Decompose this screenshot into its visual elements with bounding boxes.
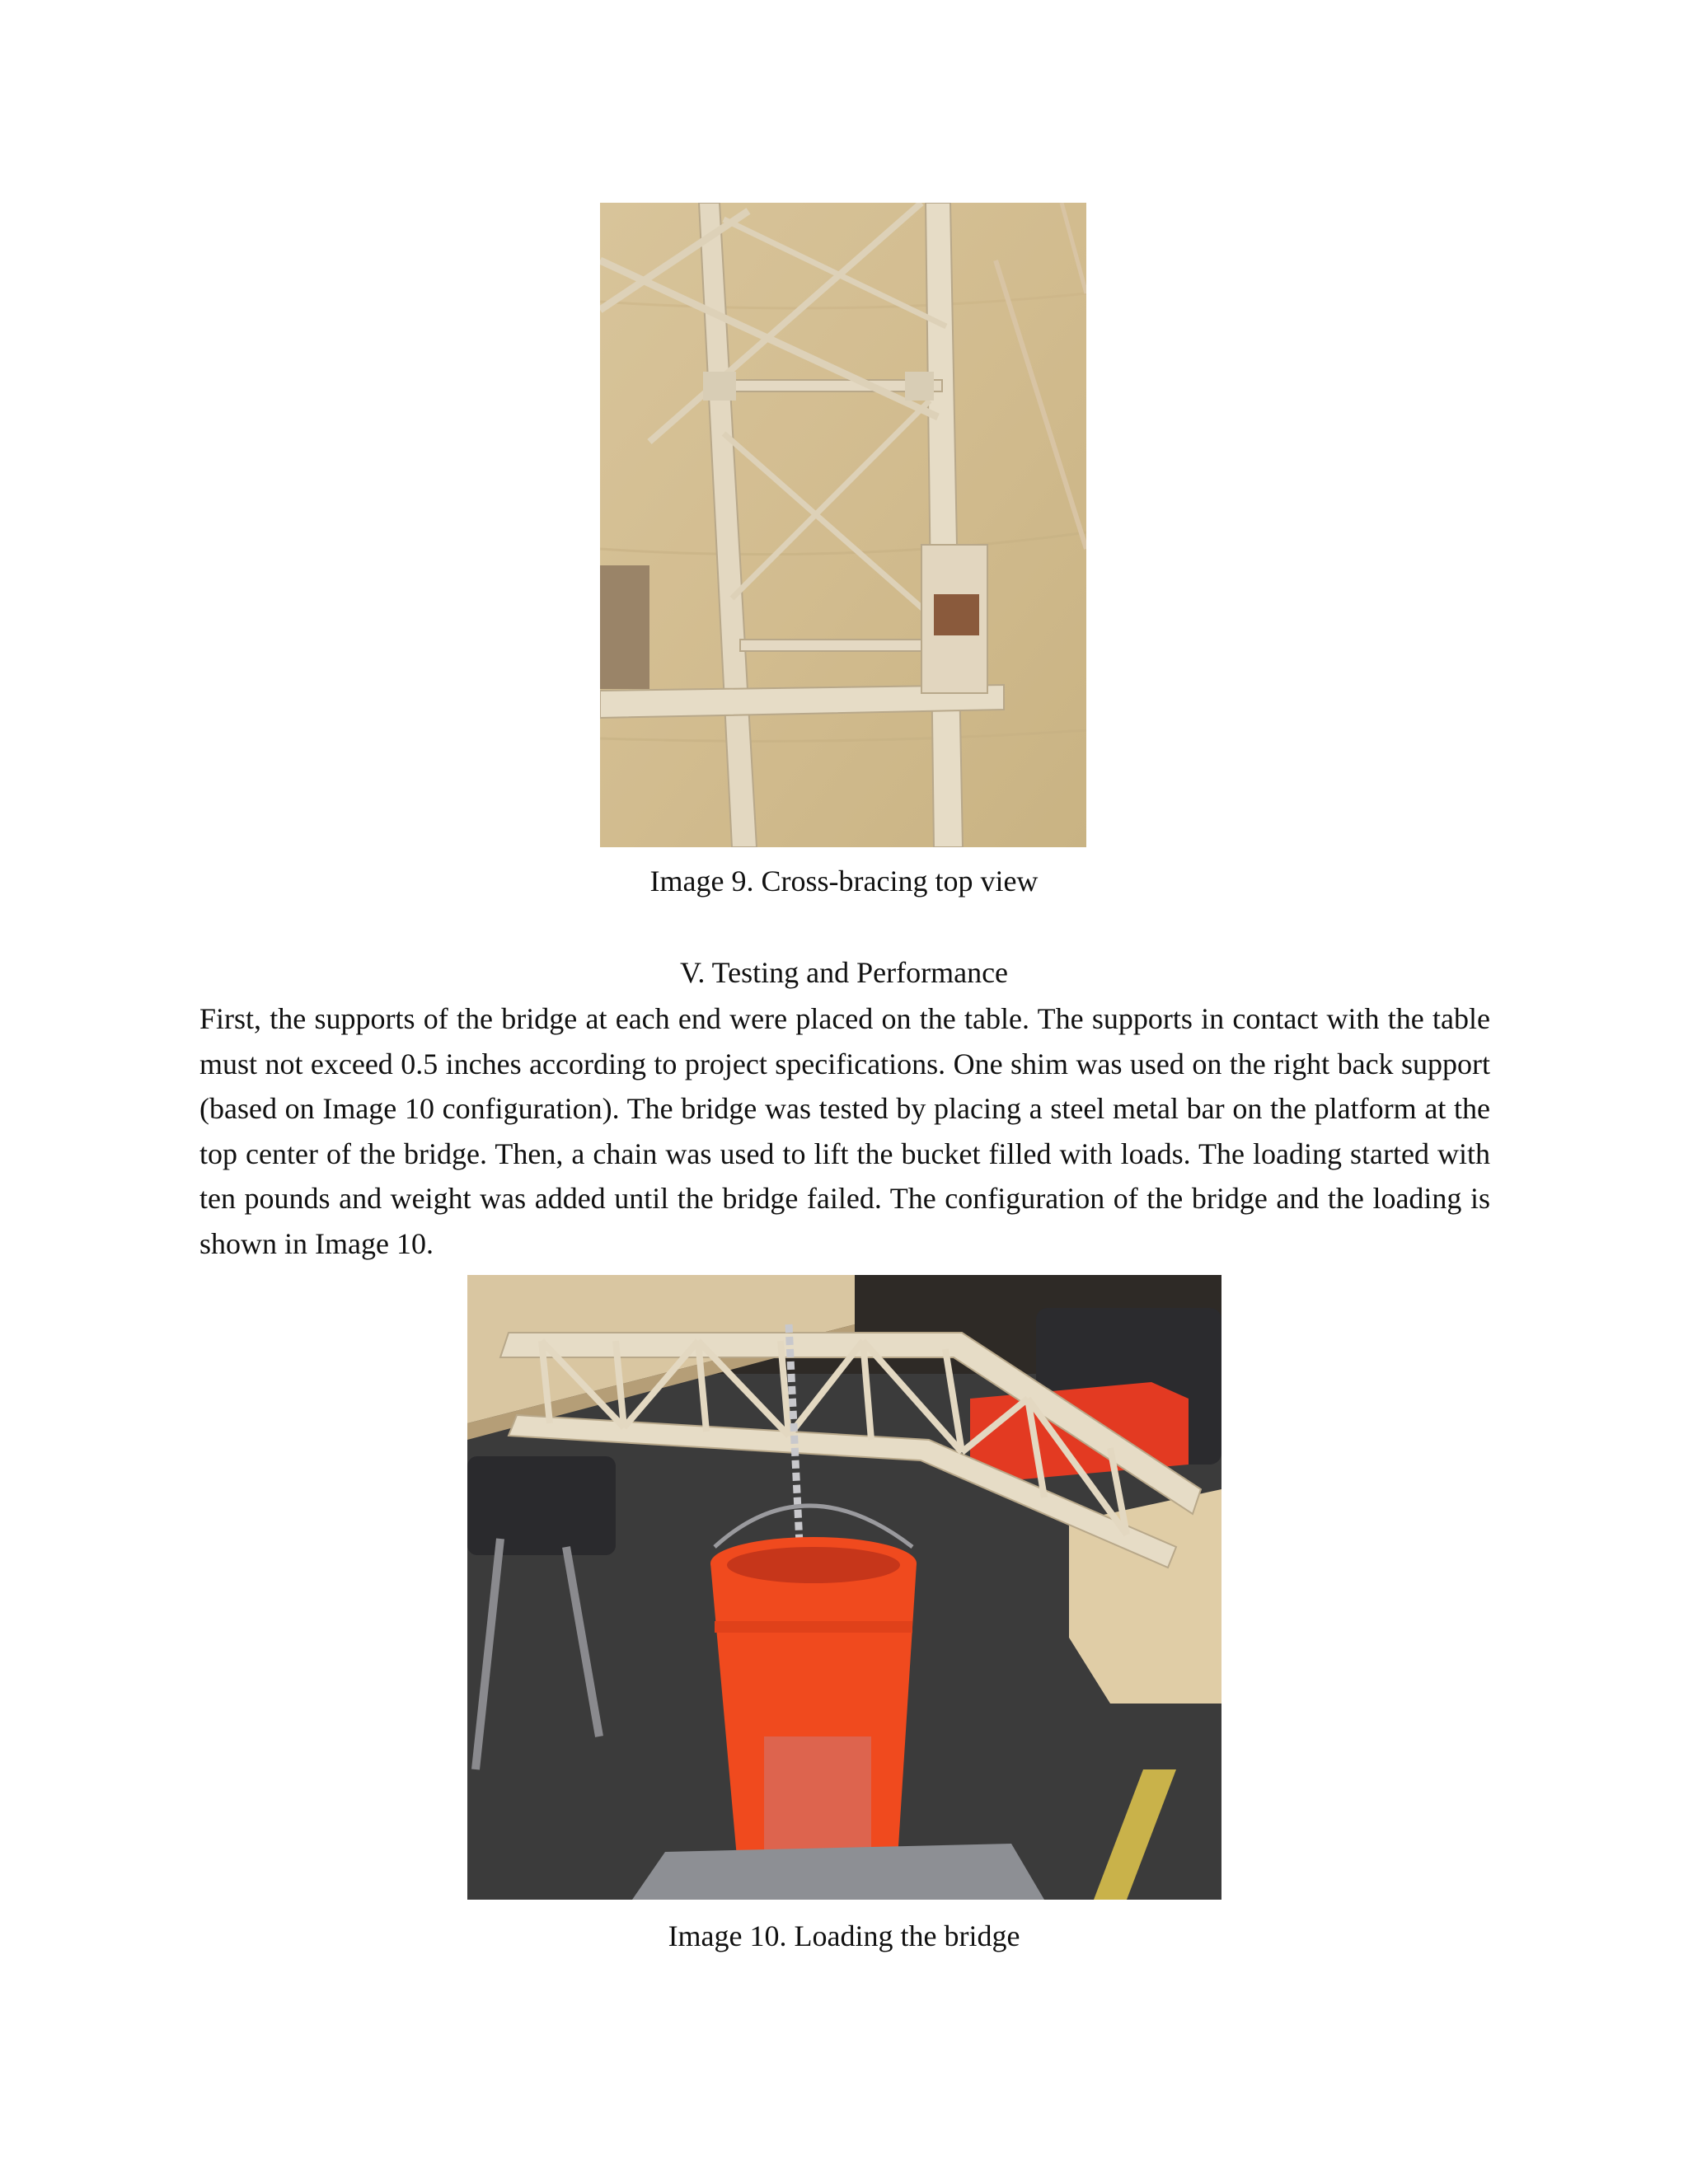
section-heading: V. Testing and Performance [679,956,1009,989]
figure-cross-bracing-photo [600,203,1086,847]
cross-bracing-photo-drawing [600,203,1086,847]
figure-caption-cross-bracing: Image 9. Cross-bracing top view [649,865,1039,898]
figure-caption-bridge-loading: Image 10. Loading the bridge [668,1919,1020,1952]
bridge-loading-photo-drawing [467,1275,1221,1900]
figure-bridge-loading-photo [467,1275,1221,1900]
body-paragraph: First, the supports of the bridge at each end were placed on the table. The supports in contact with the table must not exceed 0.5 inches according to project specifications. One shim was used on the right back support (based on Image 10 configuration). The bridge was tested by placing a steel metal bar on the platform at the top center of the bridge. Then, a chain was used to lift the bucket filled with loads. The loading started with ten pounds and weight was added until the bridge failed. The configuration of the bridge and the loading is shown in Image 10. [199,1002,1490,1260]
